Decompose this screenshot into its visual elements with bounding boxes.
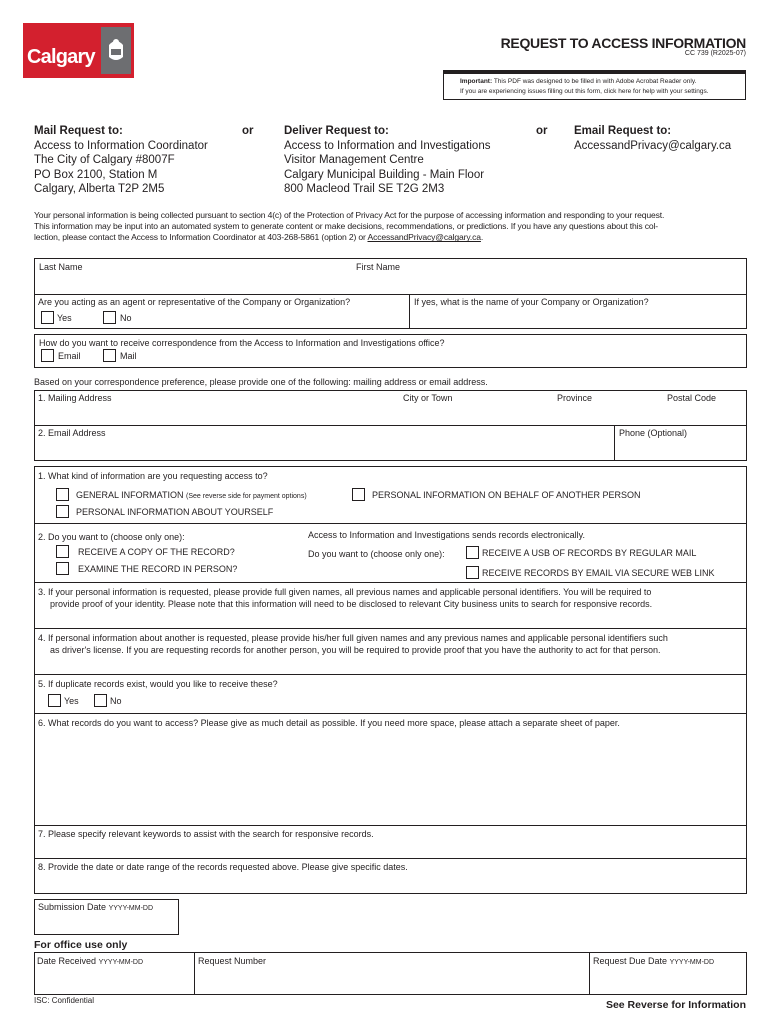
last-name-field[interactable] <box>38 272 348 292</box>
duplicate-no-checkbox[interactable] <box>94 694 107 707</box>
mail-line: Calgary, Alberta T2P 2M5 <box>34 183 165 195</box>
q3-line: provide proof of your identity. Please note that this information will need to be disclosed to relevant City business units to search for responsive records. <box>50 598 653 609</box>
deliver-request-block <box>284 124 490 197</box>
submission-date-label <box>38 902 153 912</box>
date-received-text: Date Received <box>37 956 97 966</box>
deliver-heading: Deliver Request to: <box>284 125 389 137</box>
general-info-text: GENERAL INFORMATION <box>76 490 184 500</box>
divider <box>34 425 747 426</box>
q6-label: 6. What records do you want to access? Please give as much detail as possible. If you need more space, please attach a separate sheet of paper. <box>38 718 620 728</box>
submission-date-format: YYYY-MM-DD <box>108 905 154 912</box>
privacy-line: lection, please contact the Access to Information Coordinator at 403-268-5861 (option 2) or <box>34 232 368 243</box>
city-crest-icon <box>101 27 131 74</box>
email-request-block <box>574 124 731 153</box>
agent-yes-label: Yes <box>57 313 72 323</box>
q5-label: 5. If duplicate records exist, would you like to receive these? <box>38 679 278 689</box>
divider <box>34 582 747 583</box>
or-separator: or <box>242 125 254 137</box>
examine-record-checkbox[interactable] <box>56 562 69 575</box>
q4-text <box>38 633 668 656</box>
privacy-line: This information may be input into an automated system to generate content or make decisions, recommendations, or predictions. If you have any questions about this col- <box>34 221 658 232</box>
due-date-text: Request Due Date <box>593 956 668 966</box>
city-label: City or Town <box>403 393 453 403</box>
q6-textarea[interactable] <box>38 732 743 822</box>
first-name-field[interactable] <box>356 272 741 292</box>
date-received-format: YYYY-MM-DD <box>98 959 144 966</box>
duplicate-yes-label: Yes <box>64 696 79 706</box>
q7-field[interactable] <box>38 840 743 856</box>
email-heading: Email Request to: <box>574 125 672 137</box>
province-field[interactable] <box>557 404 657 422</box>
email-address: AccessandPrivacy@calgary.ca <box>574 139 732 152</box>
divider <box>34 713 747 714</box>
duplicate-yes-checkbox[interactable] <box>48 694 61 707</box>
agent-company-field[interactable] <box>414 308 742 326</box>
province-label: Province <box>557 393 593 403</box>
request-number-field[interactable] <box>198 968 584 990</box>
usb-checkbox[interactable] <box>466 546 479 559</box>
due-date-field[interactable] <box>593 968 743 990</box>
general-info-label <box>76 490 307 500</box>
agent-yes-checkbox[interactable] <box>41 311 54 324</box>
notice-line2: If you are experiencing issues filling out this form, click here for help with your settings. <box>460 88 709 95</box>
choose-label: Do you want to (choose only one): <box>308 549 445 559</box>
mail-line: The City of Calgary #8007F <box>34 154 175 166</box>
postal-code-field[interactable] <box>667 404 743 422</box>
submission-date-text: Submission Date <box>38 902 107 912</box>
email-link-label: RECEIVE RECORDS BY EMAIL VIA SECURE WEB LINK <box>482 568 715 578</box>
postal-code-label: Postal Code <box>667 393 717 403</box>
divider <box>34 858 747 859</box>
divider <box>34 674 747 675</box>
deliver-line: 800 Macleod Trail SE T2G 2M3 <box>284 183 445 195</box>
mail-request-block <box>34 124 208 197</box>
q8-field[interactable] <box>38 874 743 890</box>
usb-label: RECEIVE A USB OF RECORDS BY REGULAR MAIL <box>482 548 697 558</box>
divider <box>614 425 615 461</box>
divider <box>409 294 410 329</box>
agent-company-label: If yes, what is the name of your Company or Organization? <box>414 297 649 307</box>
examine-record-label: EXAMINE THE RECORD IN PERSON? <box>78 564 238 574</box>
agent-question: Are you acting as an agent or representative of the Company or Organization? <box>38 297 351 307</box>
yourself-info-label: PERSONAL INFORMATION ABOUT YOURSELF <box>76 507 274 517</box>
privacy-line: Your personal information is being collected pursuant to section 4(c) of the Protection of Privacy Act for the purpose of accessing information and responding to your request. <box>34 210 665 220</box>
divider <box>34 523 747 524</box>
q4-line: as driver's license. If you are requesting records for another person, you will be required to provide proof that you have the authority to act for that person. <box>50 644 661 655</box>
duplicate-no-label: No <box>110 696 122 706</box>
deliver-line: Visitor Management Centre <box>284 154 424 166</box>
logo-text: Calgary <box>27 46 95 68</box>
general-info-checkbox[interactable] <box>56 488 69 501</box>
receive-copy-label: RECEIVE A COPY OF THE RECORD? <box>78 547 235 557</box>
agent-no-checkbox[interactable] <box>103 311 116 324</box>
behalf-info-checkbox[interactable] <box>352 488 365 501</box>
notice-bold: Important: <box>460 78 493 85</box>
due-date-format: YYYY-MM-DD <box>669 959 715 966</box>
divider <box>34 628 747 629</box>
agent-no-label: No <box>120 313 132 323</box>
privacy-line: . <box>480 232 484 243</box>
q3-field[interactable] <box>38 611 743 627</box>
last-name-label: Last Name <box>39 262 83 272</box>
classification-label: ISC: Confidential <box>34 996 95 1005</box>
correspondence-mail-checkbox[interactable] <box>103 349 116 362</box>
date-received-label <box>37 956 143 966</box>
correspondence-email-checkbox[interactable] <box>41 349 54 362</box>
correspondence-mail-label: Mail <box>120 351 137 361</box>
receive-copy-checkbox[interactable] <box>56 545 69 558</box>
general-info-note: (See reverse side for payment options) <box>186 493 307 500</box>
city-field[interactable] <box>403 404 553 422</box>
divider <box>589 952 590 995</box>
yourself-info-checkbox[interactable] <box>56 505 69 518</box>
form-title: REQUEST TO ACCESS INFORMATION <box>500 35 746 51</box>
email-link-checkbox[interactable] <box>466 566 479 579</box>
phone-field[interactable] <box>619 440 743 458</box>
request-number-label: Request Number <box>198 956 267 966</box>
privacy-email-link[interactable]: AccessandPrivacy@calgary.ca <box>367 232 481 243</box>
q7-label: 7. Please specify relevant keywords to assist with the search for responsive records. <box>38 829 374 839</box>
divider <box>34 825 747 826</box>
electronic-note: Access to Information and Investigations sends records electronically. <box>308 530 585 540</box>
mail-heading: Mail Request to: <box>34 125 123 137</box>
q4-line: 4. If personal information about another is requested, please provide his/her full given names and any previous names and applicable personal identifiers such <box>38 633 668 643</box>
q3-text <box>38 587 652 610</box>
see-reverse-label: See Reverse for Information <box>605 999 746 1011</box>
mail-line: PO Box 2100, Station M <box>34 168 158 181</box>
form-code: CC 739 (R2025-07) <box>684 50 746 57</box>
mailing-address-label: 1. Mailing Address <box>38 393 112 403</box>
pdf-notice[interactable] <box>443 70 746 100</box>
q3-line: 3. If your personal information is requested, please provide full given names, all previous names and applicable personal identifiers. You will be required to <box>38 587 652 597</box>
deliver-line: Calgary Municipal Building - Main Floor <box>284 168 485 181</box>
mailing-address-field[interactable] <box>38 404 398 422</box>
mail-line: Access to Information Coordinator <box>34 139 208 152</box>
deliver-line: Access to Information and Investigations <box>284 139 491 152</box>
email-address-label: 2. Email Address <box>38 428 106 438</box>
preference-note: Based on your correspondence preference, please provide one of the following: mailing address or email address. <box>34 377 488 387</box>
correspondence-question: How do you want to receive correspondence from the Access to Information and Investigations office? <box>39 338 445 348</box>
email-address-field[interactable] <box>38 440 608 458</box>
q1-label: 1. What kind of information are you requesting access to? <box>38 471 268 481</box>
office-use-heading: For office use only <box>34 939 128 951</box>
q8-label: 8. Provide the date or date range of the records requested above. Please give specific dates. <box>38 862 408 872</box>
behalf-info-label: PERSONAL INFORMATION ON BEHALF OF ANOTHER PERSON <box>372 490 641 500</box>
or-separator: or <box>536 125 548 137</box>
phone-label: Phone (Optional) <box>619 428 688 438</box>
q4-field[interactable] <box>38 657 743 673</box>
date-received-field[interactable] <box>38 968 190 990</box>
privacy-notice <box>34 210 746 244</box>
notice-line1: This PDF was designed to be filled in with Adobe Acrobat Reader only. <box>492 78 697 85</box>
due-date-label <box>593 956 714 966</box>
q2-label: 2. Do you want to (choose only one): <box>38 532 185 542</box>
correspondence-email-label: Email <box>58 351 81 361</box>
divider <box>34 294 747 295</box>
divider <box>194 952 195 995</box>
first-name-label: First Name <box>356 262 401 272</box>
